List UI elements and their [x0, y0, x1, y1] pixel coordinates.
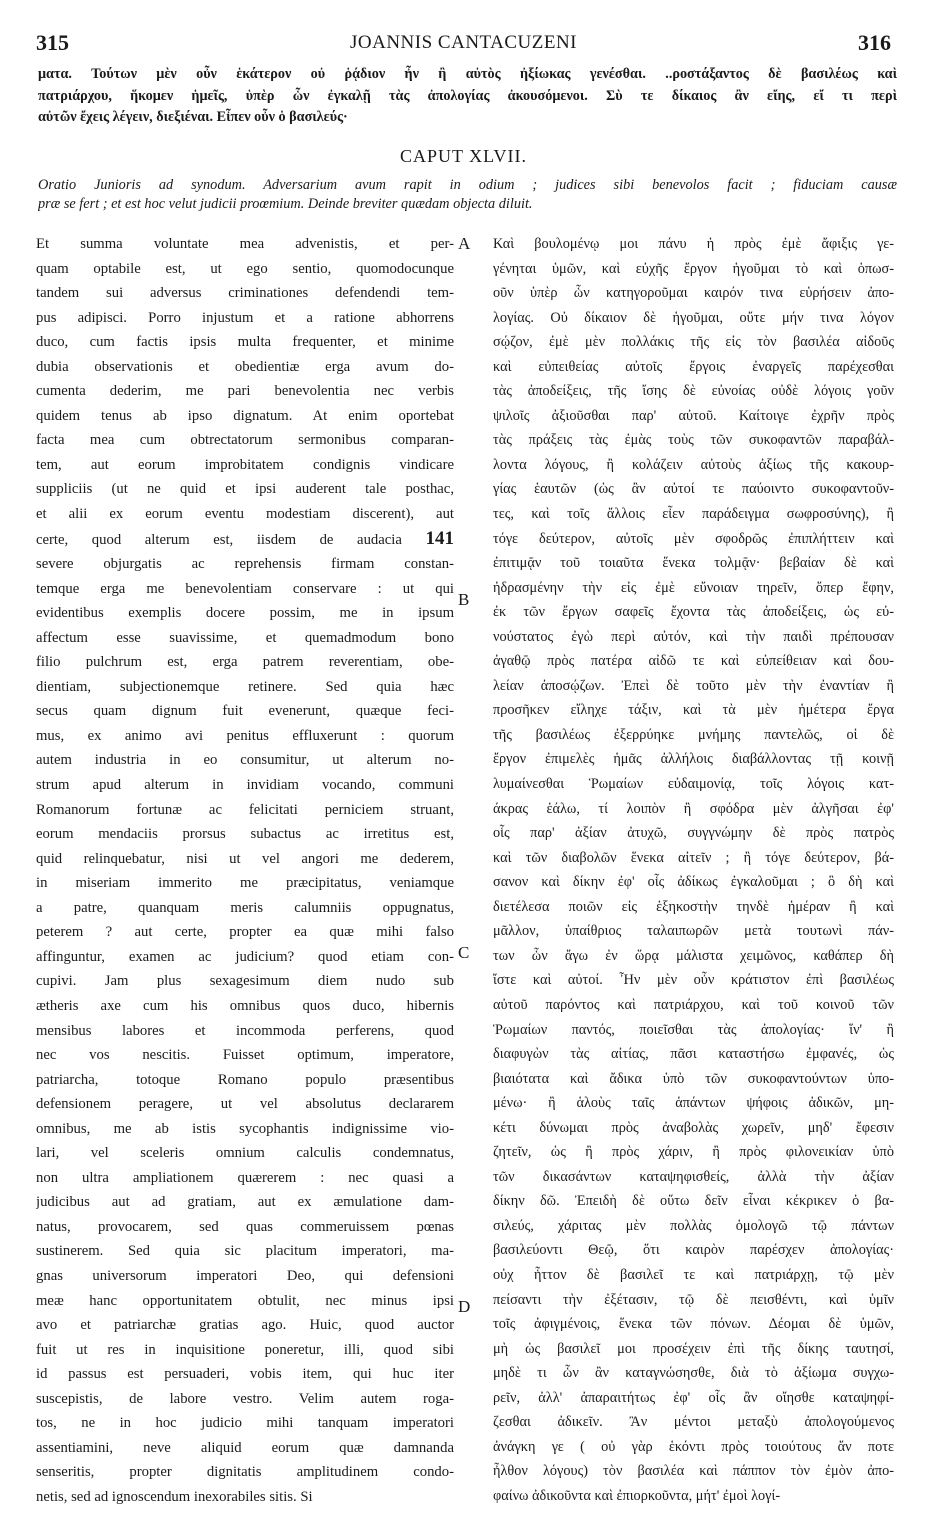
greek-line: ρεῖν, ἀλλ' ἀπαραιτήτως ἐφ' οἷς ἂν οἴησθε καταψηφί-: [493, 1389, 894, 1406]
greek-line: ἐκ τῶν ἔργων σαφεῖς ἔχοντα τὰς ἀποδείξεις, ὡς εὐ-: [493, 604, 894, 621]
greek-line: τὰς ἀποδείξεις, τῆς ἴσης δὲ εὐνοίας οὐδὲ λόγοις γοῦν: [493, 383, 894, 400]
latin-line: in miseriam immerito me præcipitatus, veniamque: [36, 875, 454, 892]
greek-line: οῦν ὑπὲρ ὧν κατηγοροῦμαι καιρόν τινα εὑρήσειν ἀπο-: [493, 285, 894, 302]
greek-line: ἴστε καὶ αὐτοί. Ἦν μὲν οὖν κράτιστον ἐπὶ βασιλέως: [493, 972, 894, 989]
greek-line: νούστατος ἐγὼ περὶ αὐτόν, καὶ τὴν παιδὶ πρέπουσαν: [493, 628, 894, 645]
running-head: [30, 30, 897, 62]
latin-line: id passus est persuaderi, vobis item, qui huc iter: [36, 1366, 454, 1383]
greek-line: δίκην δῶ. Ἐπειδὴ δὲ οὕτω δεῖν εἶναι κέκρικεν ὁ βα-: [493, 1193, 894, 1210]
latin-line: secus quam dignum fuit evenerunt, quæque feci-: [36, 703, 454, 720]
greek-line: σιλεύς, χάριτας μὲν πολλὰς ὁμολογῶ τῷ πάντων: [493, 1217, 894, 1234]
latin-line: judicibus aut ad gratiam, aut ex æmulatione dam-: [36, 1194, 454, 1211]
latin-line: severe objurgatis ac reprehensis firmam constan-: [36, 556, 454, 573]
greek-line: μᾶλλον, ὑπαίθριος ταλαιπωρῶν μετὰ τουτωνὶ πάν-: [493, 923, 894, 940]
latin-line: affectum esse suavissime, et quemadmodum bono: [36, 629, 454, 646]
margin-letter-b: B: [458, 590, 470, 609]
greek-line: τῆς βασιλέως ἐξερρύηκε μνήμης παντελῶς, οἱ δὲ: [493, 726, 894, 743]
greek-line: ζητεῖν, ὡς ἢ πρὸς χάριν, ἢ πρὸς φιλονεικίαν ὑπὸ: [493, 1144, 894, 1161]
latin-line: eorum mendaciis prorsus subactus ac irretitus est,: [36, 826, 454, 843]
greek-line: άκρας ἑάλω, τί λοιπὸν ἢ σφόδρα μὲν ἀλγῆσαι ἐφ': [493, 800, 894, 817]
latin-line: quam optabile est, ut ego sentio, quomodocunque: [36, 260, 454, 277]
intro-paragraph: [38, 64, 897, 129]
latin-line: quidem tenus ab ipso dignatum. At enim oportebat: [36, 407, 454, 424]
greek-line: βασιλεύοντι Θεῷ, ὅτι καιρὸν παρέσχεν ἀπολογίας·: [493, 1242, 894, 1259]
greek-line: λείαν ἀποσῴζων. Ἐπεὶ δὲ τοῦτο μὲν τὴν ἐναντίαν ἢ: [493, 677, 894, 694]
greek-line: οἷς παρ' ἀξίαν ἀτυχῶ, συγγνώμην δὲ πρὸς πατρὸς: [493, 825, 894, 842]
greek-line: αὐτοῦ παρόντος καὶ πατριάρχου, καὶ τοῦ κοινοῦ τῶν: [493, 996, 894, 1013]
greek-line: τῶν δικασάντων καταψηφισθείς, ἀλλὰ τὴν ἀξίαν: [493, 1168, 894, 1185]
latin-line: duco, cum factis ipsis multa frequenter, et minime: [36, 334, 454, 351]
greek-line: Ῥωμαίων παντός, ποιεῖσθαι τὰς ἀπολογίας· ἵν' ἢ: [493, 1021, 894, 1038]
greek-line: καὶ εὐπειθείας αὐτοῖς ἔργοις ἐναργεῖς παρέχεσθαι: [493, 358, 894, 375]
right-page-number: 316: [858, 30, 891, 55]
latin-line: tem, aut eorum improbitatem condignis vindicare: [36, 456, 454, 473]
margin-letter-d: D: [458, 1297, 471, 1316]
greek-line: των ὧν ἄγω ἐν ὥρᾳ μάλιστα χειμῶνος, καθάπερ δὴ: [493, 947, 894, 964]
greek-line: ζεσθαι ἀδικεῖν. Ἂν μέντοι μεταξὺ ἀπολογούμενος: [493, 1414, 894, 1431]
latin-line: et alii ex eorum eventu modestiam discerent), aut: [36, 506, 454, 523]
greek-line: γένηται ὑμῶν, καὶ εὐχῆς ἔργον ἡγοῦμαι τὸ καὶ ὁπωσ-: [493, 260, 894, 277]
greek-line: ψιλοῖς ἀξιοῦσθαι παρ' αὐτοῦ. Καίτοιγε ἐχρῆν πρὸς: [493, 407, 894, 424]
greek-line: τες, καὶ τοῖς ἄλλοις εἶεν παράδειγμα σωφροσύνης), ἢ: [493, 506, 894, 523]
latin-line: pus adipisci. Porro injustum et a ratione abhorrens: [36, 309, 454, 326]
greek-line: καὶ τῶν διαβολῶν ἕνεκα αἰτεῖν ; ἢ τόγε δεύτερον, βά-: [493, 849, 894, 866]
left-page-number: 315: [36, 30, 69, 55]
summary-line: Oratio Junioris ad synodum. Adversarium avum rapit in odium ; judices sibi benevolos facit ; fiduciam causæ: [38, 177, 897, 193]
latin-line: cumenta dederim, me pari benevolentia nec verbis: [36, 383, 454, 400]
latin-line: suscepistis, de labore vestro. Velim autem roga-: [36, 1390, 454, 1407]
margin-letter-a: A: [458, 234, 471, 253]
latin-line: autem industria in eo consumitur, ut alterum no-: [36, 752, 454, 769]
greek-line: διαφυγὼν τὰς αἰτίας, πᾶσι καταστήσω ἐμφανές, ὡς: [493, 1046, 894, 1063]
latin-line: ætheris axe cum his omnibus quos duco, hibernis: [36, 997, 454, 1014]
greek-line: ἀνάγκη γε ( οὐ γὰρ ἑκόντι πρὸς τοιούτους ἄν ποτε: [493, 1438, 894, 1455]
greek-line: λυμαίνεσθαι Ῥωμαίων εὐδαιμονίᾳ, τοῖς λόγοις κατ-: [493, 776, 894, 793]
greek-line: τόγε δεύτερον, αὐτοῖς μὲν σφοδρῶς ἐπιπλήττειν καὶ: [493, 530, 894, 547]
latin-line: senseritis, propter dignitatis amplitudinem condo-: [36, 1464, 454, 1481]
latin-line: nec vos nescitis. Fuisset optimum, imperatore,: [36, 1047, 454, 1064]
latin-line: suppliciis (ut ne quid et ipsi auderent tale posthac,: [36, 481, 454, 498]
greek-line: λοντα λόγους, ἢ κολάζειν αὐτοὺς ἀξίως τῆς κακουρ-: [493, 456, 894, 473]
latin-line: avo et patriarchæ gratias ago. Huic, quod auctor: [36, 1317, 454, 1334]
latin-line: mensibus labores et incommoda perferens, quod: [36, 1022, 454, 1039]
greek-line: οὐχ ἧττον δὲ βασιλεῖ τε καὶ πατριάρχῃ, τῷ μὲν: [493, 1266, 894, 1283]
latin-line: natus, provocarem, sed quas commeruissem pœnas: [36, 1218, 454, 1235]
greek-line: ἔργον ἐπιμελὲς ἡμᾶς ἀλλήλοις διαβάλλοντας τῇ κοινῇ: [493, 751, 894, 768]
greek-line: ἦλθον λόγους) τὸν βασιλέα καὶ πάππον τὸν ἐμὸν ἀπο-: [493, 1463, 894, 1480]
greek-column: [493, 232, 894, 1508]
greek-line: κέτι δύνωμαι πρὸς ἀναβολὰς χωρεῖν, μηδ' ἔφεσιν: [493, 1119, 894, 1136]
latin-line: lari, vel sceleris omnium calculis condemnatus,: [36, 1145, 454, 1162]
greek-line: γίας ἑαυτῶν (ὡς ἂν αὐτοί τε παύοιντο συκοφαντοῦν-: [493, 481, 894, 498]
latin-line: temque erga me benevolentiam conservare : ut qui: [36, 580, 454, 597]
greek-line: διετέλεσα ποιῶν εἰς ἑξηκοστὴν τηνδὲ ἡμέραν ἢ καὶ: [493, 898, 894, 915]
latin-line: Romanorum fortunæ ac felicitati perniciem struant,: [36, 801, 454, 818]
latin-line: fuit ut res in inquisitione poneretur, illi, quod sibi: [36, 1341, 454, 1358]
greek-line: βιαιότατα καὶ ἄδικα ὑπὸ τῶν συκοφαντούντων ὑπο-: [493, 1070, 894, 1087]
chapter-heading: CAPUT XLVII.: [399, 146, 527, 166]
intro-line: πατριάρχου, ἥκομεν ἡμεῖς, ὑπὲρ ὧν ἐγκαλῇ τὰς ἀπολογίας ἀκουσόμενοι. Σὺ τε δίκαιος ἂν εἴης, εἴ τι περὶ: [38, 87, 897, 104]
running-title: JOANNIS CANTACUZENI: [350, 32, 577, 53]
greek-line: ἀγαθῷ πρὸς πατέρα αἰδῶ τε καὶ εὐπείθειαν καὶ δου-: [493, 653, 894, 670]
latin-line: cupivi. Jam plus sexagesimum diem nudo sub: [36, 973, 454, 990]
greek-line: μένω· ἢ ἁλοὺς ταῖς ἁπάντων ψήφοις ἀδικῶν, μη-: [493, 1095, 894, 1112]
latin-line: certe, quod alterum est, iisdem de audacia 141: [36, 527, 454, 549]
greek-line: πείσαντι τὴν ἐξέτασιν, τῷ δὲ πεισθέντι, καὶ ὑμῖν: [493, 1291, 894, 1308]
latin-line: gnas universorum imperatori Deo, qui defensioni: [36, 1267, 454, 1284]
greek-line: σῴζον, ἐμὲ μὲν πολλάκις τῆς εἰς τὸν βασιλέα αἰδοῦς: [493, 334, 894, 351]
chapter-summary: [38, 176, 897, 214]
latin-line: quid relinquebatur, nisi ut vel angori me dederem,: [36, 850, 454, 867]
latin-line: sustinerem. Sed quia sic placitum imperatori, ma-: [36, 1243, 454, 1260]
latin-line: dubia observationis et obedientiæ erga avum do-: [36, 358, 454, 375]
column-divider: [476, 232, 477, 1522]
latin-line: strum apud alterum in invidiam vocando, communi: [36, 777, 454, 794]
latin-line: affinguntur, examen ac judicium? quod etiam con-: [36, 948, 454, 965]
intro-line: ματα. Τούτων μὲν οὖν ἑκάτερον οὐ ῥᾴδιον ἦν ἢ αὐτὸς ἠξίωκας γενέσθαι. ..ροστάξαντος δὲ βασιλέως καὶ: [38, 66, 897, 82]
greek-line: σανον καὶ δίκην ἐφ' οἷς ἀδίκως ἐγκαλοῦμαι ; ὃ δὴ καὶ: [493, 874, 894, 891]
greek-line: λογίας. Οὐ δίκαιον δὲ ἡγοῦμαι, οὔτε μήν τινα λόγον: [493, 309, 894, 326]
latin-line: mus, ex animo avi penitus effluxerunt : quorum: [36, 727, 454, 744]
page-reference-marker: 141: [425, 527, 454, 549]
latin-line: patriarcha, totoque Romano populo præsentibus: [36, 1071, 454, 1088]
summary-line: præ se fert ; et est hoc velut judicii proœmium. Deinde breviter quædam objecta diluit.: [38, 196, 533, 212]
latin-column: [36, 232, 454, 1509]
latin-line: evidentibus exemplis docere possim, me in ipsum: [36, 605, 454, 622]
greek-line: τοῖς ἀφιγμένοις, ἕνεκα τῶν πόνων. Δέομαι δὲ ὑμῶν,: [493, 1316, 894, 1333]
latin-line: netis, sed ad ignoscendum inexorabiles sitis. Si: [36, 1488, 313, 1505]
latin-line: assentiamini, neve aliquid eorum quæ damnanda: [36, 1439, 454, 1456]
latin-line: omnibus, me ab istis sycophantis indignissime vio-: [36, 1120, 454, 1137]
intro-line: αὐτῶν ἔχεις λέγειν, διεξιέναι. Εἶπεν οὖν ὁ βασιλεύς·: [38, 109, 348, 125]
margin-letter-c: C: [458, 943, 470, 962]
latin-line: defensionem peragere, ut vel absolutus declararem: [36, 1096, 454, 1113]
greek-line: τὰς πράξεις τὰς ἐμὰς τοὺς τῶν συκοφαντῶν παραβάλ-: [493, 432, 894, 449]
greek-line: ἠδρασμένην τὴν εἰς ἐμὲ εὔνοιαν τηρεῖν, ὅπερ ἔφην,: [493, 579, 894, 596]
latin-line: facta mea cum obtrectatorum sermonibus comparan-: [36, 432, 454, 449]
greek-line: μηδὲ τι ὧν ἂν καταγνώσησθε, διὰ τὸ ἀξίωμα συγχω-: [493, 1365, 894, 1382]
greek-line: προσῆκεν εἴληχε τάξιν, καὶ τὰ μὲν ἡμέτερα ἔργα: [493, 702, 894, 719]
latin-line: meæ hanc opportunitatem obtulit, nec minus ipsi: [36, 1292, 454, 1309]
greek-line: Καὶ βουλομένῳ μοι πάνυ ἡ πρὸς ἐμὲ ἄφιξις γε-: [493, 236, 894, 252]
latin-line: filio pulchrum est, erga patrem reverentiam, obe-: [36, 654, 454, 671]
greek-line: μὴ ὡς βασιλεῖ μοι προσέχειν ἐπὶ τῆς δίκης ταυτησί,: [493, 1340, 894, 1357]
latin-line: a patre, quanquam meris calumniis oppugnatus,: [36, 899, 454, 916]
latin-line: non ultra ampliationem quærerem : nec quasi a: [36, 1169, 454, 1186]
latin-line: tos, ne in hoc judicio mihi tanquam imperatori: [36, 1415, 454, 1432]
greek-line: φαίνω ἀδικοῦντα καὶ ἐπιορκοῦντα, μήτ' ἐμοὶ λογί-: [493, 1487, 781, 1504]
latin-line: dientiam, subjectionemque retinere. Sed quia hæc: [36, 678, 454, 695]
latin-line: tandem sui adversus criminationes defendendi tem-: [36, 285, 454, 302]
latin-line: peterem ? aut certe, propter ea quæ mihi falso: [36, 924, 454, 941]
latin-line: Et summa voluntate mea advenistis, et per-: [36, 236, 454, 252]
greek-line: ἐπιτιμᾷν τοῦ τοιαῦτα ἕνεκα τολμᾷν· βεβαίαν δὲ καὶ: [493, 555, 894, 572]
